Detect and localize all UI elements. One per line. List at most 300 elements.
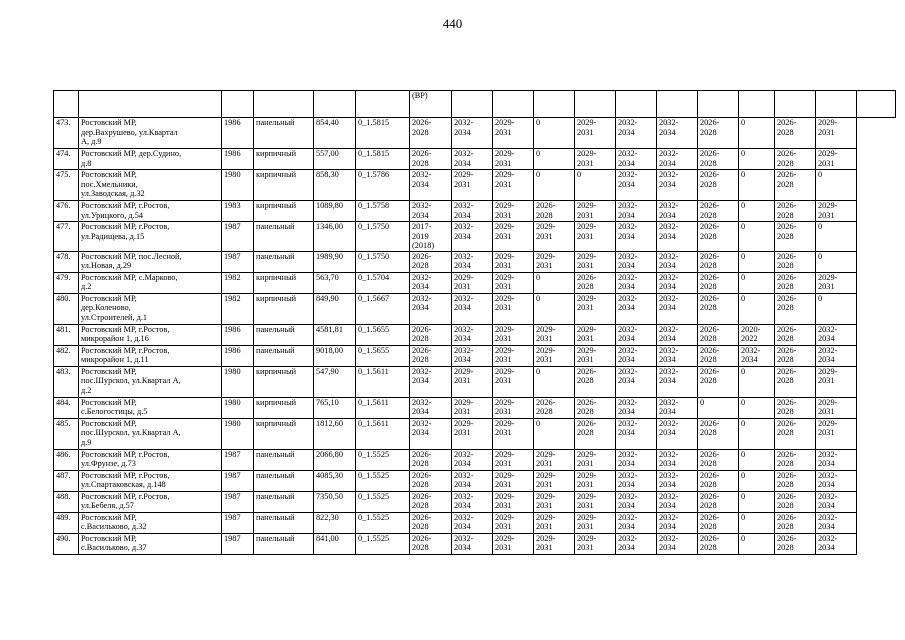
period-cell: 2026- 2028	[775, 222, 816, 252]
material-cell: кирпичный	[254, 201, 314, 222]
period-cell: 0	[739, 366, 775, 397]
header-cell	[616, 91, 657, 118]
period-cell: 2032- 2034	[657, 118, 698, 149]
period-cell: 2032- 2034	[616, 251, 657, 272]
period-cell: 2029- 2031	[575, 222, 616, 252]
period-cell: 2032- 2034	[616, 345, 657, 366]
address-cell: Ростовский МР, с.Васильково, д.37	[79, 533, 222, 554]
material-cell: кирпичный	[254, 397, 314, 418]
address-cell: Ростовский МР, г.Ростов, ул.Радищева, д.15	[79, 222, 222, 252]
period-cell: 2029- 2031	[452, 397, 493, 418]
area-cell: 1346,00	[314, 222, 356, 252]
period-cell: 0	[739, 149, 775, 170]
period-cell: 2029- 2031	[493, 470, 534, 491]
period-cell: 2026- 2028	[698, 293, 739, 324]
period-cell: 2026- 2028	[698, 272, 739, 293]
header-cell	[222, 91, 254, 118]
address-cell: Ростовский МР, с.Васильково, д.32	[79, 512, 222, 533]
period-cell: 0	[534, 149, 575, 170]
period-cell: 2032- 2034	[657, 149, 698, 170]
period-cell: 2032- 2034	[739, 345, 775, 366]
period-cell: 2026- 2028	[410, 491, 452, 512]
period-cell: 2020- 2022	[739, 324, 775, 345]
period-cell: 2029- 2031	[493, 418, 534, 449]
period-cell: 2029- 2031	[493, 170, 534, 201]
period-cell: 2029- 2031	[493, 324, 534, 345]
period-cell: 2026- 2028	[410, 345, 452, 366]
period-cell: 0	[739, 222, 775, 252]
period-cell: 2032- 2034	[616, 293, 657, 324]
area-cell: 2066,80	[314, 449, 356, 470]
period-cell: 2032- 2034	[657, 533, 698, 554]
period-cell: 2026- 2028	[698, 345, 739, 366]
period-cell: 2029- 2031	[493, 251, 534, 272]
period-cell: 2026- 2028	[698, 324, 739, 345]
period-cell: 0	[739, 491, 775, 512]
area-cell: 1089,80	[314, 201, 356, 222]
header-cell: (ВР)	[410, 91, 452, 118]
period-cell: 2026- 2028	[698, 149, 739, 170]
material-cell: кирпичный	[254, 293, 314, 324]
period-cell: 2029- 2031	[575, 293, 616, 324]
period-cell: 2032- 2034	[616, 272, 657, 293]
period-cell: 2032- 2034	[452, 533, 493, 554]
period-cell: 2017- 2019 (2018)	[410, 222, 452, 252]
period-cell: 2029- 2031	[534, 470, 575, 491]
area-cell: 4581,81	[314, 324, 356, 345]
period-cell: 2026- 2028	[698, 449, 739, 470]
period-cell: 0	[739, 418, 775, 449]
period-cell: 2032- 2034	[410, 170, 452, 201]
period-cell: 2029- 2031	[575, 201, 616, 222]
year-cell: 1987	[222, 222, 254, 252]
period-cell: 2026- 2028	[775, 512, 816, 533]
material-cell: панельный	[254, 118, 314, 149]
period-cell: 2029- 2031	[493, 201, 534, 222]
address-cell: Ростовский МР, дер.Коленово, ул.Строителей, д.1	[79, 293, 222, 324]
material-cell: кирпичный	[254, 149, 314, 170]
period-cell: 2032- 2034	[657, 272, 698, 293]
year-cell: 1980	[222, 418, 254, 449]
material-cell: панельный	[254, 533, 314, 554]
period-cell: 2026- 2028	[698, 366, 739, 397]
year-cell: 1980	[222, 366, 254, 397]
index-cell: 0_1.5750	[356, 222, 410, 252]
period-cell: 2032- 2034	[616, 201, 657, 222]
period-cell: 0	[698, 397, 739, 418]
area-cell: 1812,60	[314, 418, 356, 449]
period-cell: 2026- 2028	[775, 345, 816, 366]
row-number-cell: 474.	[54, 149, 79, 170]
period-cell: 2032- 2034	[452, 345, 493, 366]
index-cell: 0_1.5611	[356, 397, 410, 418]
area-cell: 547,90	[314, 366, 356, 397]
year-cell: 1986	[222, 149, 254, 170]
index-cell: 0_1.5525	[356, 470, 410, 491]
period-cell: 2029- 2031	[816, 418, 857, 449]
area-cell: 854,40	[314, 118, 356, 149]
period-cell: 2032- 2034	[410, 366, 452, 397]
address-cell: Ростовский МР, пос.Лесной, ул.Новая, д.29	[79, 251, 222, 272]
period-cell: 2026- 2028	[775, 201, 816, 222]
period-cell: 2029- 2031	[534, 345, 575, 366]
row-number-cell: 488.	[54, 491, 79, 512]
period-cell: 0	[534, 366, 575, 397]
period-cell: 2032- 2034	[657, 418, 698, 449]
period-cell: 0	[575, 170, 616, 201]
period-cell: 2026- 2028	[775, 366, 816, 397]
period-cell: 2032- 2034	[816, 512, 857, 533]
table-row	[54, 118, 896, 149]
row-number-cell: 479.	[54, 272, 79, 293]
index-cell: 0_1.5758	[356, 201, 410, 222]
period-cell: 2032- 2034	[616, 449, 657, 470]
period-cell: 2026- 2028	[775, 470, 816, 491]
period-cell: 2026- 2028	[698, 251, 739, 272]
row-number-cell: 482.	[54, 345, 79, 366]
period-cell: 2032- 2034	[616, 170, 657, 201]
table-row	[54, 366, 896, 397]
row-number-cell: 475.	[54, 170, 79, 201]
period-cell: 2026- 2028	[410, 470, 452, 491]
index-cell: 0_1.5750	[356, 251, 410, 272]
period-cell: 2032- 2034	[452, 491, 493, 512]
period-cell: 2026- 2028	[534, 201, 575, 222]
page-number: 440	[442, 16, 463, 31]
period-cell: 2032- 2034	[452, 324, 493, 345]
index-cell: 0_1.5611	[356, 366, 410, 397]
table-row	[54, 397, 896, 418]
period-cell: 0	[739, 449, 775, 470]
period-cell: 2029- 2031	[534, 512, 575, 533]
period-cell: 2029- 2031	[452, 418, 493, 449]
period-cell: 2032- 2034	[616, 366, 657, 397]
period-cell: 2032- 2034	[452, 293, 493, 324]
period-cell: 2029- 2031	[575, 533, 616, 554]
period-cell: 2032- 2034	[616, 222, 657, 252]
period-cell: 2032- 2034	[452, 149, 493, 170]
period-cell: 0	[816, 222, 857, 252]
table-row	[54, 449, 896, 470]
material-cell: кирпичный	[254, 272, 314, 293]
address-cell: Ростовский МР, дер.Судино, д.8	[79, 149, 222, 170]
period-cell: 0	[534, 170, 575, 201]
period-cell: 2032- 2034	[410, 293, 452, 324]
period-cell: 2029- 2031	[816, 201, 857, 222]
address-cell: Ростовский МР, с.Белогостицы, д.5	[79, 397, 222, 418]
period-cell: 2026- 2028	[698, 170, 739, 201]
period-cell: 2032- 2034	[410, 201, 452, 222]
period-cell: 2032- 2034	[657, 470, 698, 491]
table-row	[54, 222, 896, 252]
header-cell	[79, 91, 222, 118]
index-cell: 0_1.5786	[356, 170, 410, 201]
period-cell: 2032- 2034	[657, 222, 698, 252]
material-cell: панельный	[254, 251, 314, 272]
period-cell: 0	[739, 201, 775, 222]
material-cell: панельный	[254, 512, 314, 533]
period-cell: 2029- 2031	[534, 222, 575, 252]
period-cell: 2032- 2034	[452, 201, 493, 222]
period-cell: 2026- 2028	[410, 324, 452, 345]
header-cell	[452, 91, 493, 118]
table-row	[54, 470, 896, 491]
period-cell: 2026- 2028	[698, 470, 739, 491]
area-cell: 1989,90	[314, 251, 356, 272]
material-cell: панельный	[254, 470, 314, 491]
period-cell: 2029- 2031	[493, 366, 534, 397]
area-cell: 822,30	[314, 512, 356, 533]
period-cell: 0	[739, 397, 775, 418]
area-cell: 7350,50	[314, 491, 356, 512]
material-cell: панельный	[254, 222, 314, 252]
period-cell: 0	[816, 170, 857, 201]
table-row	[54, 533, 896, 554]
period-cell: 2029- 2031	[575, 345, 616, 366]
period-cell: 2026- 2028	[775, 293, 816, 324]
period-cell: 2029- 2031	[816, 272, 857, 293]
table-row	[54, 251, 896, 272]
row-number-cell: 487.	[54, 470, 79, 491]
table-header-row	[54, 91, 896, 118]
period-cell: 2026- 2028	[775, 118, 816, 149]
index-cell: 0_1.5655	[356, 324, 410, 345]
index-cell: 0_1.5525	[356, 491, 410, 512]
period-cell: 2029- 2031	[534, 324, 575, 345]
period-cell: 2029- 2031	[493, 345, 534, 366]
housing-table	[53, 90, 896, 555]
period-cell: 2026- 2028	[698, 512, 739, 533]
address-cell: Ростовский МР, г.Ростов, ул.Бебеля, д.57	[79, 491, 222, 512]
period-cell: 2029- 2031	[534, 251, 575, 272]
period-cell: 2032- 2034	[452, 470, 493, 491]
year-cell: 1987	[222, 512, 254, 533]
period-cell: 2029- 2031	[493, 533, 534, 554]
row-number-cell: 480.	[54, 293, 79, 324]
address-cell: Ростовский МР, с.Марково, д.2	[79, 272, 222, 293]
header-cell	[575, 91, 616, 118]
address-cell: Ростовский МР, пос.Шурскол, ул.Квартал А, д.9	[79, 418, 222, 449]
period-cell: 2026- 2028	[775, 449, 816, 470]
index-cell: 0_1.5525	[356, 533, 410, 554]
period-cell: 2029- 2031	[575, 470, 616, 491]
period-cell: 2029- 2031	[452, 366, 493, 397]
year-cell: 1987	[222, 251, 254, 272]
period-cell: 2029- 2031	[452, 272, 493, 293]
period-cell: 2026- 2028	[775, 272, 816, 293]
period-cell: 2029- 2031	[534, 491, 575, 512]
period-cell: 2032- 2034	[657, 397, 698, 418]
period-cell: 0	[816, 293, 857, 324]
period-cell: 0	[534, 118, 575, 149]
area-cell: 858,30	[314, 170, 356, 201]
header-cell	[534, 91, 575, 118]
period-cell: 2032- 2034	[452, 251, 493, 272]
header-cell	[857, 91, 896, 118]
period-cell: 2026- 2028	[698, 491, 739, 512]
year-cell: 1987	[222, 449, 254, 470]
table-row	[54, 345, 896, 366]
period-cell: 2032- 2034	[452, 449, 493, 470]
period-cell: 2029- 2031	[534, 533, 575, 554]
area-cell: 557,00	[314, 149, 356, 170]
period-cell: 2032- 2034	[816, 449, 857, 470]
period-cell: 2029- 2031	[534, 449, 575, 470]
period-cell: 2032- 2034	[452, 222, 493, 252]
period-cell: 2032- 2034	[657, 324, 698, 345]
row-number-cell: 476.	[54, 201, 79, 222]
period-cell: 2026- 2028	[775, 533, 816, 554]
period-cell: 0	[739, 533, 775, 554]
index-cell: 0_1.5815	[356, 149, 410, 170]
period-cell: 2029- 2031	[816, 118, 857, 149]
period-cell: 2032- 2034	[616, 418, 657, 449]
row-number-cell: 485.	[54, 418, 79, 449]
period-cell: 2026- 2028	[410, 512, 452, 533]
header-cell	[698, 91, 739, 118]
period-cell: 2029- 2031	[493, 149, 534, 170]
period-cell: 2026- 2028	[775, 491, 816, 512]
period-cell: 2029- 2031	[493, 512, 534, 533]
period-cell: 2032- 2034	[410, 397, 452, 418]
table-row	[54, 491, 896, 512]
header-cell	[657, 91, 698, 118]
index-cell: 0_1.5655	[356, 345, 410, 366]
row-number-cell: 486.	[54, 449, 79, 470]
period-cell: 0	[739, 170, 775, 201]
period-cell: 2032- 2034	[657, 170, 698, 201]
period-cell: 2032- 2034	[452, 118, 493, 149]
period-cell: 2032- 2034	[616, 491, 657, 512]
year-cell: 1986	[222, 345, 254, 366]
period-cell: 2026- 2028	[775, 170, 816, 201]
period-cell: 2032- 2034	[616, 512, 657, 533]
period-cell: 2032- 2034	[657, 293, 698, 324]
header-cell	[254, 91, 314, 118]
period-cell: 2032- 2034	[616, 533, 657, 554]
period-cell: 2032- 2034	[657, 251, 698, 272]
row-number-cell: 473.	[54, 118, 79, 149]
index-cell: 0_1.5704	[356, 272, 410, 293]
period-cell: 2029- 2031	[575, 491, 616, 512]
row-number-cell: 483.	[54, 366, 79, 397]
period-cell: 2032- 2034	[657, 449, 698, 470]
year-cell: 1986	[222, 118, 254, 149]
area-cell: 765,10	[314, 397, 356, 418]
year-cell: 1982	[222, 293, 254, 324]
area-cell: 849,90	[314, 293, 356, 324]
period-cell: 2032- 2034	[410, 418, 452, 449]
table-row	[54, 149, 896, 170]
period-cell: 2026- 2028	[775, 397, 816, 418]
table-row	[54, 418, 896, 449]
period-cell: 2029- 2031	[575, 251, 616, 272]
index-cell: 0_1.5611	[356, 418, 410, 449]
period-cell: 2029- 2031	[493, 491, 534, 512]
area-cell: 9018,00	[314, 345, 356, 366]
period-cell: 2029- 2031	[452, 170, 493, 201]
period-cell: 2026- 2028	[410, 251, 452, 272]
period-cell: 0	[816, 251, 857, 272]
table-row	[54, 170, 896, 201]
period-cell: 2029- 2031	[493, 118, 534, 149]
period-cell: 2032- 2034	[616, 149, 657, 170]
year-cell: 1983	[222, 201, 254, 222]
period-cell: 0	[534, 418, 575, 449]
period-cell: 2026- 2028	[698, 418, 739, 449]
period-cell: 2032- 2034	[616, 324, 657, 345]
period-cell: 2026- 2028	[410, 449, 452, 470]
material-cell: кирпичный	[254, 418, 314, 449]
period-cell: 2032- 2034	[657, 345, 698, 366]
header-cell	[493, 91, 534, 118]
period-cell: 2026- 2028	[575, 397, 616, 418]
period-cell: 2026- 2028	[575, 418, 616, 449]
period-cell: 2026- 2028	[410, 149, 452, 170]
material-cell: панельный	[254, 491, 314, 512]
row-number-cell: 477.	[54, 222, 79, 252]
year-cell: 1980	[222, 397, 254, 418]
period-cell: 2029- 2031	[816, 366, 857, 397]
period-cell: 2029- 2031	[575, 324, 616, 345]
address-cell: Ростовский МР, дер.Вахрушево, ул.Квартал А, д.9	[79, 118, 222, 149]
header-cell	[739, 91, 775, 118]
period-cell: 2029- 2031	[493, 293, 534, 324]
period-cell: 2029- 2031	[575, 118, 616, 149]
period-cell: 2032- 2034	[816, 491, 857, 512]
period-cell: 2026- 2028	[775, 418, 816, 449]
index-cell: 0_1.5525	[356, 449, 410, 470]
period-cell: 2029- 2031	[575, 149, 616, 170]
address-cell: Ростовский МР, г.Ростов, ул.Урицкого, д.54	[79, 201, 222, 222]
period-cell: 2026- 2028	[698, 222, 739, 252]
area-cell: 4085,30	[314, 470, 356, 491]
period-cell: 2029- 2031	[575, 512, 616, 533]
row-number-cell: 484.	[54, 397, 79, 418]
table-row	[54, 324, 896, 345]
header-cell	[54, 91, 79, 118]
year-cell: 1987	[222, 470, 254, 491]
header-cell	[314, 91, 356, 118]
period-cell: 2026- 2028	[575, 366, 616, 397]
address-cell: Ростовский МР, г.Ростов, ул.Фрунзе, д.73	[79, 449, 222, 470]
period-cell: 2026- 2028	[698, 201, 739, 222]
address-cell: Ростовский МР, г.Ростов, ул.Спартаковская, д.148	[79, 470, 222, 491]
header-cell	[816, 91, 857, 118]
period-cell: 2032- 2034	[657, 201, 698, 222]
year-cell: 1986	[222, 324, 254, 345]
period-cell: 2026- 2028	[534, 397, 575, 418]
period-cell: 2032- 2034	[816, 533, 857, 554]
period-cell: 0	[739, 470, 775, 491]
period-cell: 2026- 2028	[410, 118, 452, 149]
header-cell	[775, 91, 816, 118]
header-cell	[356, 91, 410, 118]
period-cell: 2029- 2031	[493, 272, 534, 293]
address-cell: Ростовский МР, пос.Хмельники, ул.Заводская, д.32	[79, 170, 222, 201]
index-cell: 0_1.5667	[356, 293, 410, 324]
year-cell: 1982	[222, 272, 254, 293]
material-cell: панельный	[254, 324, 314, 345]
period-cell: 2032- 2034	[657, 491, 698, 512]
period-cell: 0	[739, 293, 775, 324]
row-number-cell: 481.	[54, 324, 79, 345]
period-cell: 2029- 2031	[816, 397, 857, 418]
period-cell: 2032- 2034	[410, 272, 452, 293]
period-cell: 2029- 2031	[493, 222, 534, 252]
material-cell: панельный	[254, 345, 314, 366]
period-cell: 2032- 2034	[657, 512, 698, 533]
